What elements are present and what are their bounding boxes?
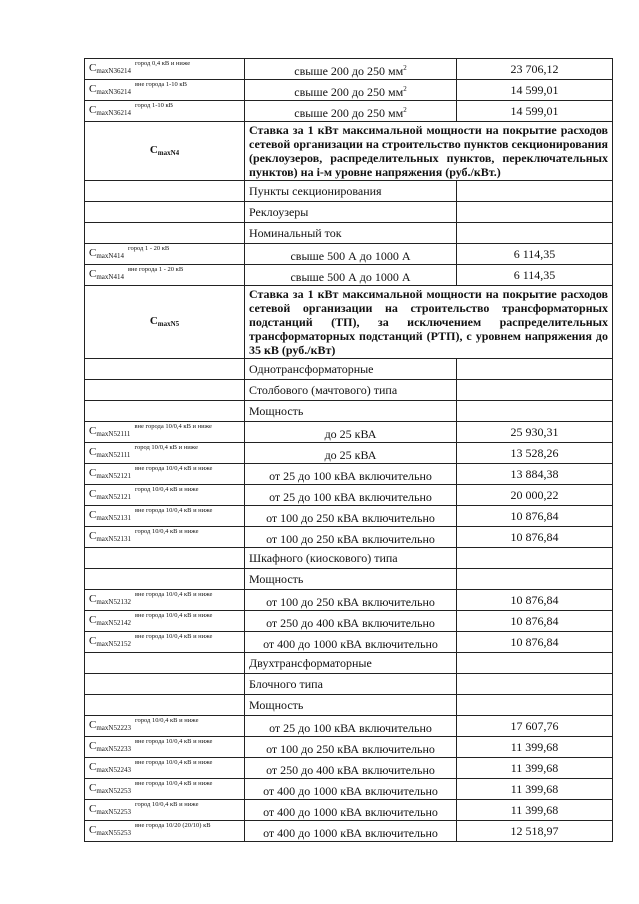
empty-code-cell <box>85 401 245 422</box>
rate-row <box>85 527 613 548</box>
rate-group-code: $C_{maxN4}$ <box>85 122 245 181</box>
rate-row <box>85 590 613 611</box>
rate-description: от 100 до 250 кВА включительно <box>245 527 457 548</box>
rate-row <box>85 485 613 506</box>
section-label: Мощность <box>245 695 457 716</box>
rate-description: от 250 до 400 кВА включительно <box>245 611 457 632</box>
rate-value: 11 399,68 <box>457 779 613 800</box>
section-label-row <box>85 653 613 674</box>
rate-value: 14 599,01 <box>457 80 613 101</box>
rate-code: $C_{maxN52152}^{вне города 10/0,4 кВ и ниже}$ <box>85 632 245 653</box>
rate-value: 13 528,26 <box>457 443 613 464</box>
section-label: Двухтрансформаторные <box>245 653 457 674</box>
rate-row <box>85 611 613 632</box>
empty-code-cell <box>85 223 245 244</box>
rate-code: $C_{maxN52253}^{город 10/0,4 кВ и ниже}$ <box>85 800 245 821</box>
rate-code: $C_{maxN52243}^{вне города 10/0,4 кВ и ниже}$ <box>85 758 245 779</box>
rate-code: $C_{maxN36214}^{вне города 1-10 кВ}$ <box>85 80 245 101</box>
rate-value: 10 876,84 <box>457 611 613 632</box>
rate-code-note: город 10/0,4 кВ и ниже <box>134 443 198 451</box>
rate-code-note: город 0,4 кВ и ниже <box>134 59 191 67</box>
rate-value: 20 000,22 <box>457 485 613 506</box>
rate-description: от 100 до 250 кВА включительно <box>245 506 457 527</box>
rate-description: свыше 500 А до 1000 А <box>245 244 457 265</box>
rate-code: $C_{maxN414}^{город 1 - 20 кВ}$ <box>85 244 245 265</box>
rate-row <box>85 443 613 464</box>
rate-description: от 250 до 400 кВА включительно <box>245 758 457 779</box>
section-label-row <box>85 695 613 716</box>
rate-code-note: город 1 - 20 кВ <box>127 244 170 252</box>
rate-code-note: вне города 10/0,4 кВ и ниже <box>134 464 213 472</box>
rate-code: $C_{maxN52142}^{вне города 10/0,4 кВ и ниже}$ <box>85 611 245 632</box>
rate-description: от 100 до 250 кВА включительно <box>245 737 457 758</box>
rate-row <box>85 632 613 653</box>
rate-code: $C_{maxN52223}^{город 10/0,4 кВ и ниже}$ <box>85 716 245 737</box>
rate-description: от 400 до 1000 кВА включительно <box>245 779 457 800</box>
rate-description: от 400 до 1000 кВА включительно <box>245 821 457 842</box>
empty-value-cell <box>457 223 613 244</box>
rate-row <box>85 80 613 101</box>
rate-description: свыше 200 до 250 $мм^2$ <box>245 59 457 80</box>
rate-code: $C_{maxN414}^{вне города 1 - 20 кВ}$ <box>85 265 245 286</box>
rate-value: 6 114,35 <box>457 244 613 265</box>
rate-row <box>85 506 613 527</box>
empty-code-cell <box>85 653 245 674</box>
section-label-row <box>85 401 613 422</box>
rate-code-note: город 10/0,4 кВ и ниже <box>134 527 199 535</box>
rate-group-header-row <box>85 286 613 359</box>
rate-row <box>85 59 613 80</box>
rate-code-note: вне города 10/0,4 кВ и ниже <box>134 590 213 598</box>
rate-code-note: вне города 10/0,4 кВ и ниже <box>134 758 213 766</box>
empty-value-cell <box>457 653 613 674</box>
rate-code-note: вне города 1 - 20 кВ <box>127 265 184 273</box>
empty-code-cell <box>85 569 245 590</box>
rate-code: $C_{maxN52111}^{вне города 10/0,4 кВ и ниже}$ <box>85 422 245 443</box>
rate-code: $C_{maxN52121}^{вне города 10/0,4 кВ и ниже}$ <box>85 464 245 485</box>
empty-code-cell <box>85 202 245 223</box>
section-label: Пункты секционирования <box>245 181 457 202</box>
empty-value-cell <box>457 181 613 202</box>
rate-description: свыше 200 до 250 $мм^2$ <box>245 101 457 122</box>
empty-code-cell <box>85 674 245 695</box>
rate-description: от 25 до 100 кВА включительно <box>245 716 457 737</box>
empty-value-cell <box>457 359 613 380</box>
rate-code: $C_{maxN52131}^{город 10/0,4 кВ и ниже}$ <box>85 527 245 548</box>
section-label: Столбового (мачтового) типа <box>245 380 457 401</box>
rate-code-note: вне города 10/0,4 кВ и ниже <box>134 422 212 430</box>
empty-value-cell <box>457 202 613 223</box>
rate-code: $C_{maxN52121}^{город 10/0,4 кВ и ниже}$ <box>85 485 245 506</box>
rate-description: свыше 200 до 250 $мм^2$ <box>245 80 457 101</box>
rate-row <box>85 464 613 485</box>
section-label-row <box>85 359 613 380</box>
rate-code-note: город 10/0,4 кВ и ниже <box>134 485 199 493</box>
empty-value-cell <box>457 401 613 422</box>
rate-code: $C_{maxN36214}^{город 1-10 кВ}$ <box>85 101 245 122</box>
rate-description: от 400 до 1000 кВА включительно <box>245 800 457 821</box>
empty-value-cell <box>457 380 613 401</box>
rate-row <box>85 737 613 758</box>
rate-group-code: $C_{maxN5}$ <box>85 286 245 359</box>
rate-code-note: вне города 10/0,4 кВ и ниже <box>134 779 213 787</box>
rate-value: 13 884,38 <box>457 464 613 485</box>
rate-row <box>85 779 613 800</box>
empty-code-cell <box>85 548 245 569</box>
section-label: Реклоузеры <box>245 202 457 223</box>
rate-description: свыше 500 А до 1000 А <box>245 265 457 286</box>
section-label: Мощность <box>245 401 457 422</box>
section-label: Номинальный ток <box>245 223 457 244</box>
empty-value-cell <box>457 548 613 569</box>
rate-code: $C_{maxN52253}^{вне города 10/0,4 кВ и ниже}$ <box>85 779 245 800</box>
rate-value: 17 607,76 <box>457 716 613 737</box>
rate-value: 10 876,84 <box>457 590 613 611</box>
rate-description: до 25 кВА <box>245 422 457 443</box>
empty-code-cell <box>85 380 245 401</box>
section-label-row <box>85 674 613 695</box>
section-label-row <box>85 181 613 202</box>
empty-value-cell <box>457 695 613 716</box>
rate-code: $C_{maxN55253}^{вне города 10/20 (20/10) кВ}$ <box>85 821 245 842</box>
empty-code-cell <box>85 181 245 202</box>
rate-group-header-row <box>85 122 613 181</box>
rate-value: 14 599,01 <box>457 101 613 122</box>
empty-code-cell <box>85 359 245 380</box>
rate-row <box>85 422 613 443</box>
empty-code-cell <box>85 695 245 716</box>
rate-value: 11 399,68 <box>457 758 613 779</box>
section-label-row <box>85 548 613 569</box>
rate-description: от 25 до 100 кВА включительно <box>245 485 457 506</box>
rate-code: $C_{maxN52132}^{вне города 10/0,4 кВ и ниже}$ <box>85 590 245 611</box>
rate-row <box>85 800 613 821</box>
rate-value: 10 876,84 <box>457 506 613 527</box>
section-label: Блочного типа <box>245 674 457 695</box>
rate-code: $C_{maxN52233}^{вне города 10/0,4 кВ и ниже}$ <box>85 737 245 758</box>
rate-code-note: вне города 10/0,4 кВ и ниже <box>134 611 213 619</box>
tariff-table <box>84 58 613 842</box>
rate-code-note: город 10/0,4 кВ и ниже <box>134 800 199 808</box>
rate-description: от 100 до 250 кВА включительно <box>245 590 457 611</box>
rate-code-note: город 1-10 кВ <box>134 101 173 109</box>
rate-value: 25 930,31 <box>457 422 613 443</box>
rate-code: $C_{maxN52111}^{город 10/0,4 кВ и ниже}$ <box>85 443 245 464</box>
section-label-row <box>85 202 613 223</box>
section-label-row <box>85 223 613 244</box>
rate-row <box>85 101 613 122</box>
rate-value: 11 399,68 <box>457 800 613 821</box>
rate-value: 10 876,84 <box>457 527 613 548</box>
tariff-table-body <box>85 59 613 842</box>
section-label: Шкафного (киоскового) типа <box>245 548 457 569</box>
rate-row <box>85 265 613 286</box>
section-label-row <box>85 569 613 590</box>
rate-code-note: вне города 10/20 (20/10) кВ <box>134 821 211 829</box>
rate-code-note: вне города 10/0,4 кВ и ниже <box>134 632 213 640</box>
rate-group-title: Ставка за 1 кВт максимальной мощности на покрытие расходов сетевой организации на строительство пунктов секционирования (реклоузеров, распределительных пунктов, переключательных пунктов) на i-м уровне напряжения (руб./кВт.) <box>245 122 613 181</box>
rate-value: 11 399,68 <box>457 737 613 758</box>
rate-code-note: вне города 10/0,4 кВ и ниже <box>134 737 213 745</box>
rate-row <box>85 244 613 265</box>
rate-value: 10 876,84 <box>457 632 613 653</box>
rate-code-note: вне города 1-10 кВ <box>134 80 187 88</box>
rate-row <box>85 716 613 737</box>
rate-value: 12 518,97 <box>457 821 613 842</box>
rate-description: от 400 до 1000 кВА включительно <box>245 632 457 653</box>
empty-value-cell <box>457 674 613 695</box>
empty-value-cell <box>457 569 613 590</box>
rate-code: $C_{maxN36214}^{город 0,4 кВ и ниже}$ <box>85 59 245 80</box>
rate-code: $C_{maxN52131}^{вне города 10/0,4 кВ и ниже}$ <box>85 506 245 527</box>
rate-value: 23 706,12 <box>457 59 613 80</box>
section-label: Однотрансформаторные <box>245 359 457 380</box>
rate-group-title: Ставка за 1 кВт максимальной мощности на покрытие расходов сетевой организации на строительство трансформаторных подстанций (ТП), за исключением распределительных трансформаторных подстанций (РТП), с уровнем напряжения до 35 кВ (руб./кВт) <box>245 286 613 359</box>
rate-code-note: город 10/0,4 кВ и ниже <box>134 716 199 724</box>
rate-description: до 25 кВА <box>245 443 457 464</box>
rate-code-note: вне города 10/0,4 кВ и ниже <box>134 506 213 514</box>
rate-row <box>85 758 613 779</box>
rate-value: 6 114,35 <box>457 265 613 286</box>
rate-description: от 25 до 100 кВА включительно <box>245 464 457 485</box>
rate-row <box>85 821 613 842</box>
section-label-row <box>85 380 613 401</box>
section-label: Мощность <box>245 569 457 590</box>
